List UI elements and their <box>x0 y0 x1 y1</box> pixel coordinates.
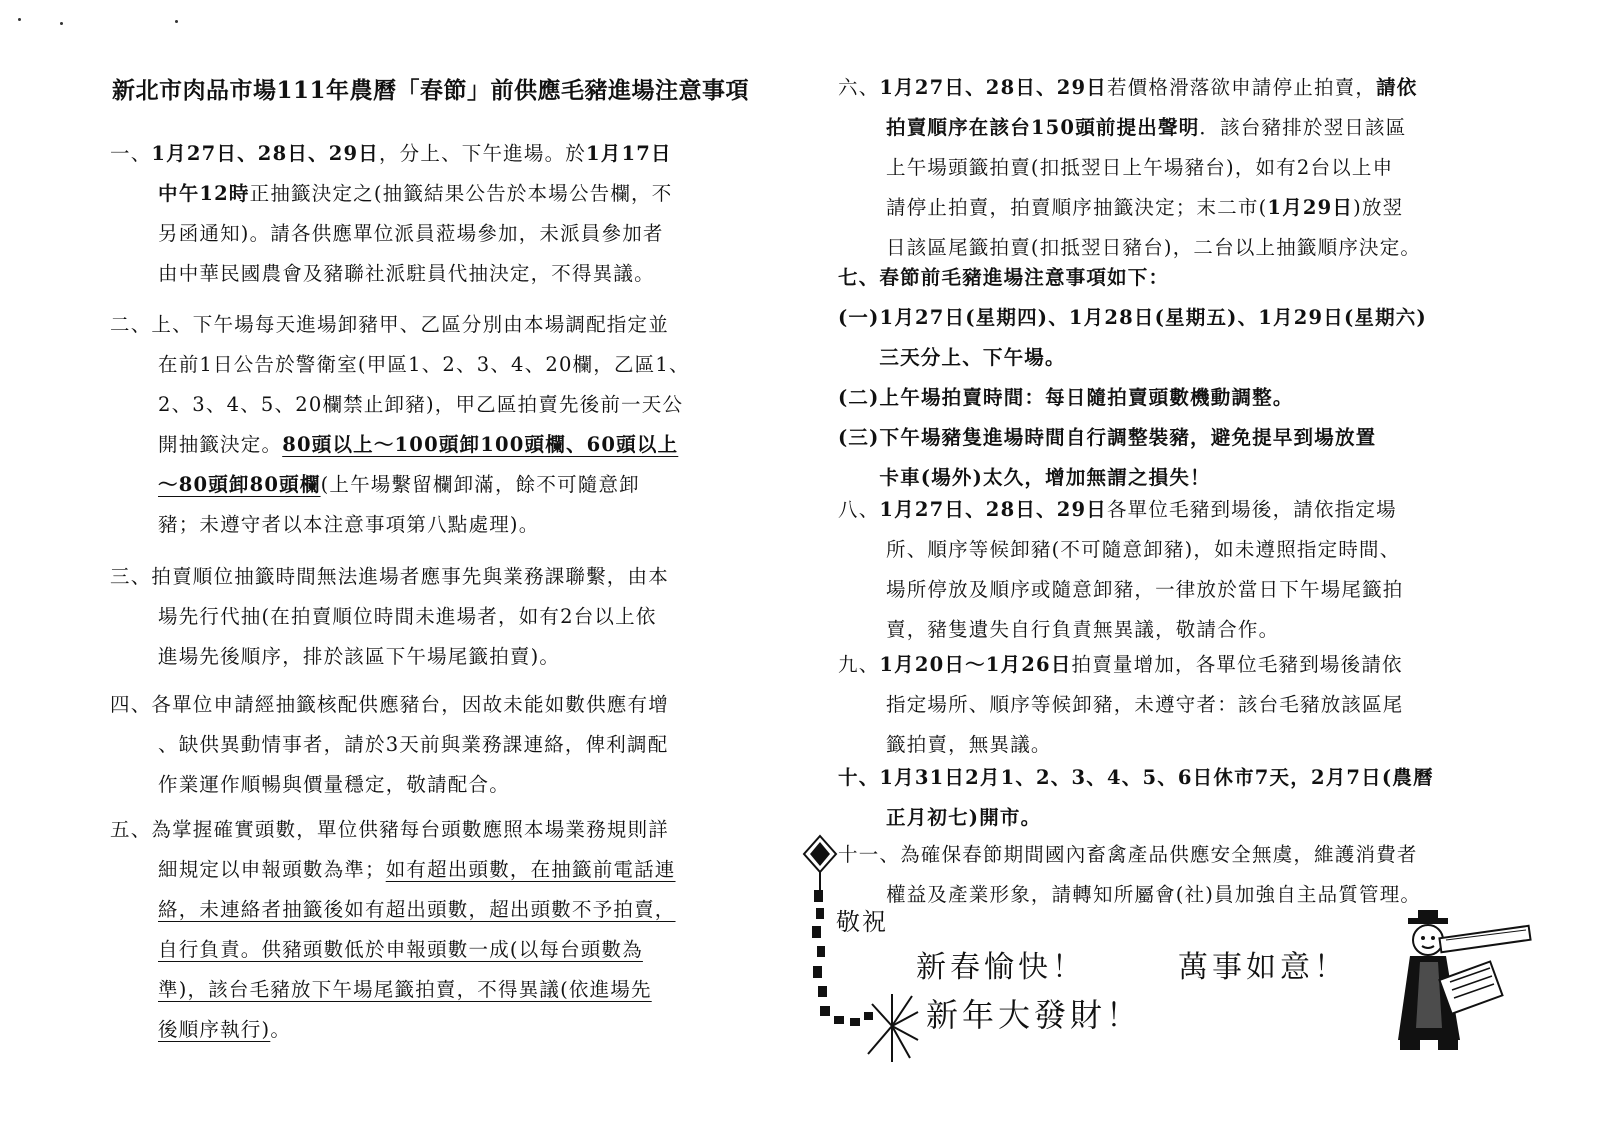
wish-prosperity: 新年大發財！ <box>926 996 1143 1034</box>
document-title: 新北市肉品市場111年農曆「春節」前供應毛豬進場注意事項 <box>112 77 750 104</box>
notice-text: 豬；未遵守者以本注意事項第八點處理)。 <box>158 513 540 536</box>
notice-text: 進場先後順序，排於該區下午場尾籤拍賣)。 <box>158 645 561 668</box>
notice-text: 十、1月31日2月1、2、3、4、5、6日休市7天，2月7日(農曆 <box>838 766 1434 789</box>
scan-speck <box>175 20 178 23</box>
notice-line <box>110 214 672 254</box>
notice-text: 正月初七)開市。 <box>886 806 1042 829</box>
notice-text: 絡，未連絡者抽籤後如有超出頭數，超出頭數不予拍賣， <box>158 898 676 921</box>
notice-line <box>110 810 676 850</box>
notice-text: 所、順序等候卸豬(不可隨意卸豬)，如未遵照指定時間、 <box>886 538 1401 561</box>
notice-text: 籤拍賣，無異議。 <box>886 733 1052 756</box>
notice-text: 四、各單位申請經抽籤核配供應豬台，因故未能如數供應有增 <box>110 693 669 716</box>
notice-text: 80頭以上～100頭卸100頭欄、60頭以上 <box>282 433 679 456</box>
notice-line <box>110 425 690 465</box>
notice-line <box>110 134 672 174</box>
notice-line <box>110 637 669 677</box>
notice-line <box>838 258 1427 298</box>
notice-text: 十一、為確保春節期間國內畜禽產品供應安全無虞，維護消費者 <box>838 843 1418 866</box>
notice-item-10 <box>838 758 1434 838</box>
notice-text: 場先行代抽(在拍賣順位時間未進場者，如有2台以上依 <box>158 605 657 628</box>
notice-text: 五、為掌握確實頭數，單位供豬每台頭數應照本場業務規則詳 <box>110 818 669 841</box>
notice-text: ．該台豬排於翌日該區 <box>1199 116 1407 139</box>
notice-text: 三天分上、下午場。 <box>838 346 1066 369</box>
notice-text: 1月29日 <box>1267 196 1354 219</box>
notice-text: 1月27日、28日、29日 <box>879 498 1107 521</box>
notice-item-9 <box>838 645 1404 765</box>
notice-line <box>838 610 1404 650</box>
notice-line <box>110 174 672 214</box>
notice-line <box>110 1010 676 1050</box>
notice-text: 二、上、下午場每天進場卸豬甲、乙區分別由本場調配指定並 <box>110 313 669 336</box>
notice-text: 1月20日～1月26日 <box>879 653 1072 676</box>
notice-item-6 <box>838 68 1421 268</box>
notice-text: )放翌 <box>1353 196 1404 219</box>
notice-text: ，分上、下午進場。於 <box>378 142 586 165</box>
notice-line <box>110 685 669 725</box>
notice-line <box>838 490 1404 530</box>
notice-line <box>838 298 1427 338</box>
notice-text: 卡車(場外)太久，增加無謂之損失！ <box>838 466 1211 489</box>
notice-text: 另函通知)。請各供應單位派員蒞場參加，未派員參加者 <box>158 222 664 245</box>
notice-item-1 <box>110 134 672 294</box>
notice-text: 後順序執行) <box>158 1018 271 1041</box>
notice-text: 三、拍賣順位抽籤時間無法進場者應事先與業務課聯繫，由本 <box>110 565 669 588</box>
notice-text: ～80頭卸80頭欄 <box>158 473 321 496</box>
notice-text: 1月27日、28日、29日 <box>879 76 1107 99</box>
notice-line <box>838 148 1421 188</box>
notice-text: 場所停放及順序或隨意卸豬，一律放於當日下午場尾籤拍 <box>886 578 1404 601</box>
notice-line <box>110 725 669 765</box>
notice-text: 開抽籤決定。 <box>158 433 283 456</box>
notice-line <box>838 418 1427 458</box>
notice-text: 上午場頭籤拍賣(扣抵翌日上午場豬台)，如有2台以上申 <box>886 156 1394 179</box>
notice-text: 拍賣順序在該台150頭前提出聲明 <box>886 116 1200 139</box>
notice-line <box>838 338 1427 378</box>
notice-text: 、缺供異動情事者，請於3天前與業務課連絡，俾利調配 <box>158 733 669 756</box>
notice-text: 權益及產業形象，請轉知所屬會(社)員加強自主品質管理。 <box>886 883 1422 906</box>
notice-item-11 <box>838 835 1421 915</box>
right-page <box>800 0 1600 1132</box>
wish-new-spring: 新春愉快！ <box>916 950 1086 985</box>
notice-text: 1月27日、28日、29日 <box>151 142 379 165</box>
notice-text: 七、春節前毛豬進場注意事項如下： <box>838 266 1170 289</box>
notice-line <box>110 597 669 637</box>
notice-text: 日該區尾籤拍賣(扣抵翌日豬台)，二台以上抽籤順序決定。 <box>886 236 1422 259</box>
notice-text: 。 <box>270 1018 292 1041</box>
notice-text: (一)1月27日(星期四)、1月28日(星期五)、1月29日(星期六) <box>838 306 1427 329</box>
notice-line <box>838 378 1427 418</box>
firecracker-lantern-icon <box>800 826 920 1076</box>
notice-text: 六、 <box>838 76 880 99</box>
notice-text: 由中華民國農會及豬聯社派駐員代抽決定，不得異議。 <box>158 262 655 285</box>
notice-text: 正抽籤決定之(抽籤結果公告於本場公告欄，不 <box>249 182 673 205</box>
notice-text: 若價格滑落欲申請停止拍賣， <box>1106 76 1377 99</box>
scan-speck <box>18 18 21 21</box>
wish-everything-well: 萬事如意！ <box>1178 950 1348 985</box>
notice-line <box>838 68 1421 108</box>
notice-line <box>838 798 1434 838</box>
notice-item-2 <box>110 305 690 545</box>
notice-line <box>110 385 690 425</box>
notice-line <box>838 188 1421 228</box>
notice-line <box>838 685 1404 725</box>
notice-text: 2、3、4、5、20欄禁止卸豬)，甲乙區拍賣先後前一天公 <box>158 393 684 416</box>
notice-text: 一、 <box>110 142 152 165</box>
notice-text: 準)，該台毛豬放下午場尾籤拍賣，不得異議(依進場先 <box>158 978 652 1001</box>
notice-line <box>110 930 676 970</box>
notice-line <box>110 557 669 597</box>
notice-line <box>110 850 676 890</box>
notice-item-4 <box>110 685 669 805</box>
notice-text: 作業運作順暢與價量穩定，敬請配合。 <box>158 773 510 796</box>
notice-text: 在前1日公告於警衛室(甲區1、2、3、4、20欄，乙區1、 <box>158 353 690 376</box>
notice-text: (三)下午場豬隻進場時間自行調整裝豬，避免提早到場放置 <box>838 426 1377 449</box>
notice-line <box>838 835 1421 875</box>
notice-text: 八、 <box>838 498 880 521</box>
notice-item-7 <box>838 258 1427 498</box>
notice-line <box>110 254 672 294</box>
salutation: 敬祝 <box>836 908 888 936</box>
notice-text: 自行負責。供豬頭數低於申報頭數一成(以每台頭數為 <box>158 938 643 961</box>
notice-line <box>110 305 690 345</box>
notice-line <box>838 875 1421 915</box>
notice-line <box>110 890 676 930</box>
notice-text: 指定場所、順序等候卸豬，未遵守者：該台毛豬放該區尾 <box>886 693 1404 716</box>
notice-line <box>110 465 690 505</box>
notice-text: 拍賣量增加，各單位毛豬到場後請依 <box>1071 653 1403 676</box>
notice-text: 1月17日 <box>586 142 672 165</box>
notice-line <box>838 758 1434 798</box>
notice-text: 請停止拍賣，拍賣順序抽籤決定；末二市( <box>886 196 1268 219</box>
notice-text: (上午場繫留欄卸滿，餘不可隨意卸 <box>320 473 640 496</box>
notice-text: (二)上午場拍賣時間：每日隨拍賣頭數機動調整。 <box>838 386 1294 409</box>
notice-line <box>110 765 669 805</box>
notice-item-8 <box>838 490 1404 650</box>
notice-text: 細規定以申報頭數為準； <box>158 858 386 881</box>
notice-line <box>110 505 690 545</box>
notice-item-3 <box>110 557 669 677</box>
notice-line <box>838 570 1404 610</box>
notice-text: 九、 <box>838 653 880 676</box>
notice-item-5 <box>110 810 676 1050</box>
notice-text: 各單位毛豬到場後，請依指定場 <box>1106 498 1397 521</box>
god-of-wealth-icon <box>1390 910 1540 1060</box>
notice-text: 如有超出頭數，在抽籤前電話連 <box>385 858 676 881</box>
scan-speck <box>60 22 63 25</box>
notice-line <box>110 970 676 1010</box>
notice-text: 賣，豬隻遺失自行負責無異議，敬請合作。 <box>886 618 1280 641</box>
notice-text: 請依 <box>1376 76 1418 99</box>
notice-line <box>838 108 1421 148</box>
notice-line <box>838 645 1404 685</box>
notice-line <box>838 530 1404 570</box>
notice-text: 中午12時 <box>158 182 250 205</box>
notice-line <box>110 345 690 385</box>
